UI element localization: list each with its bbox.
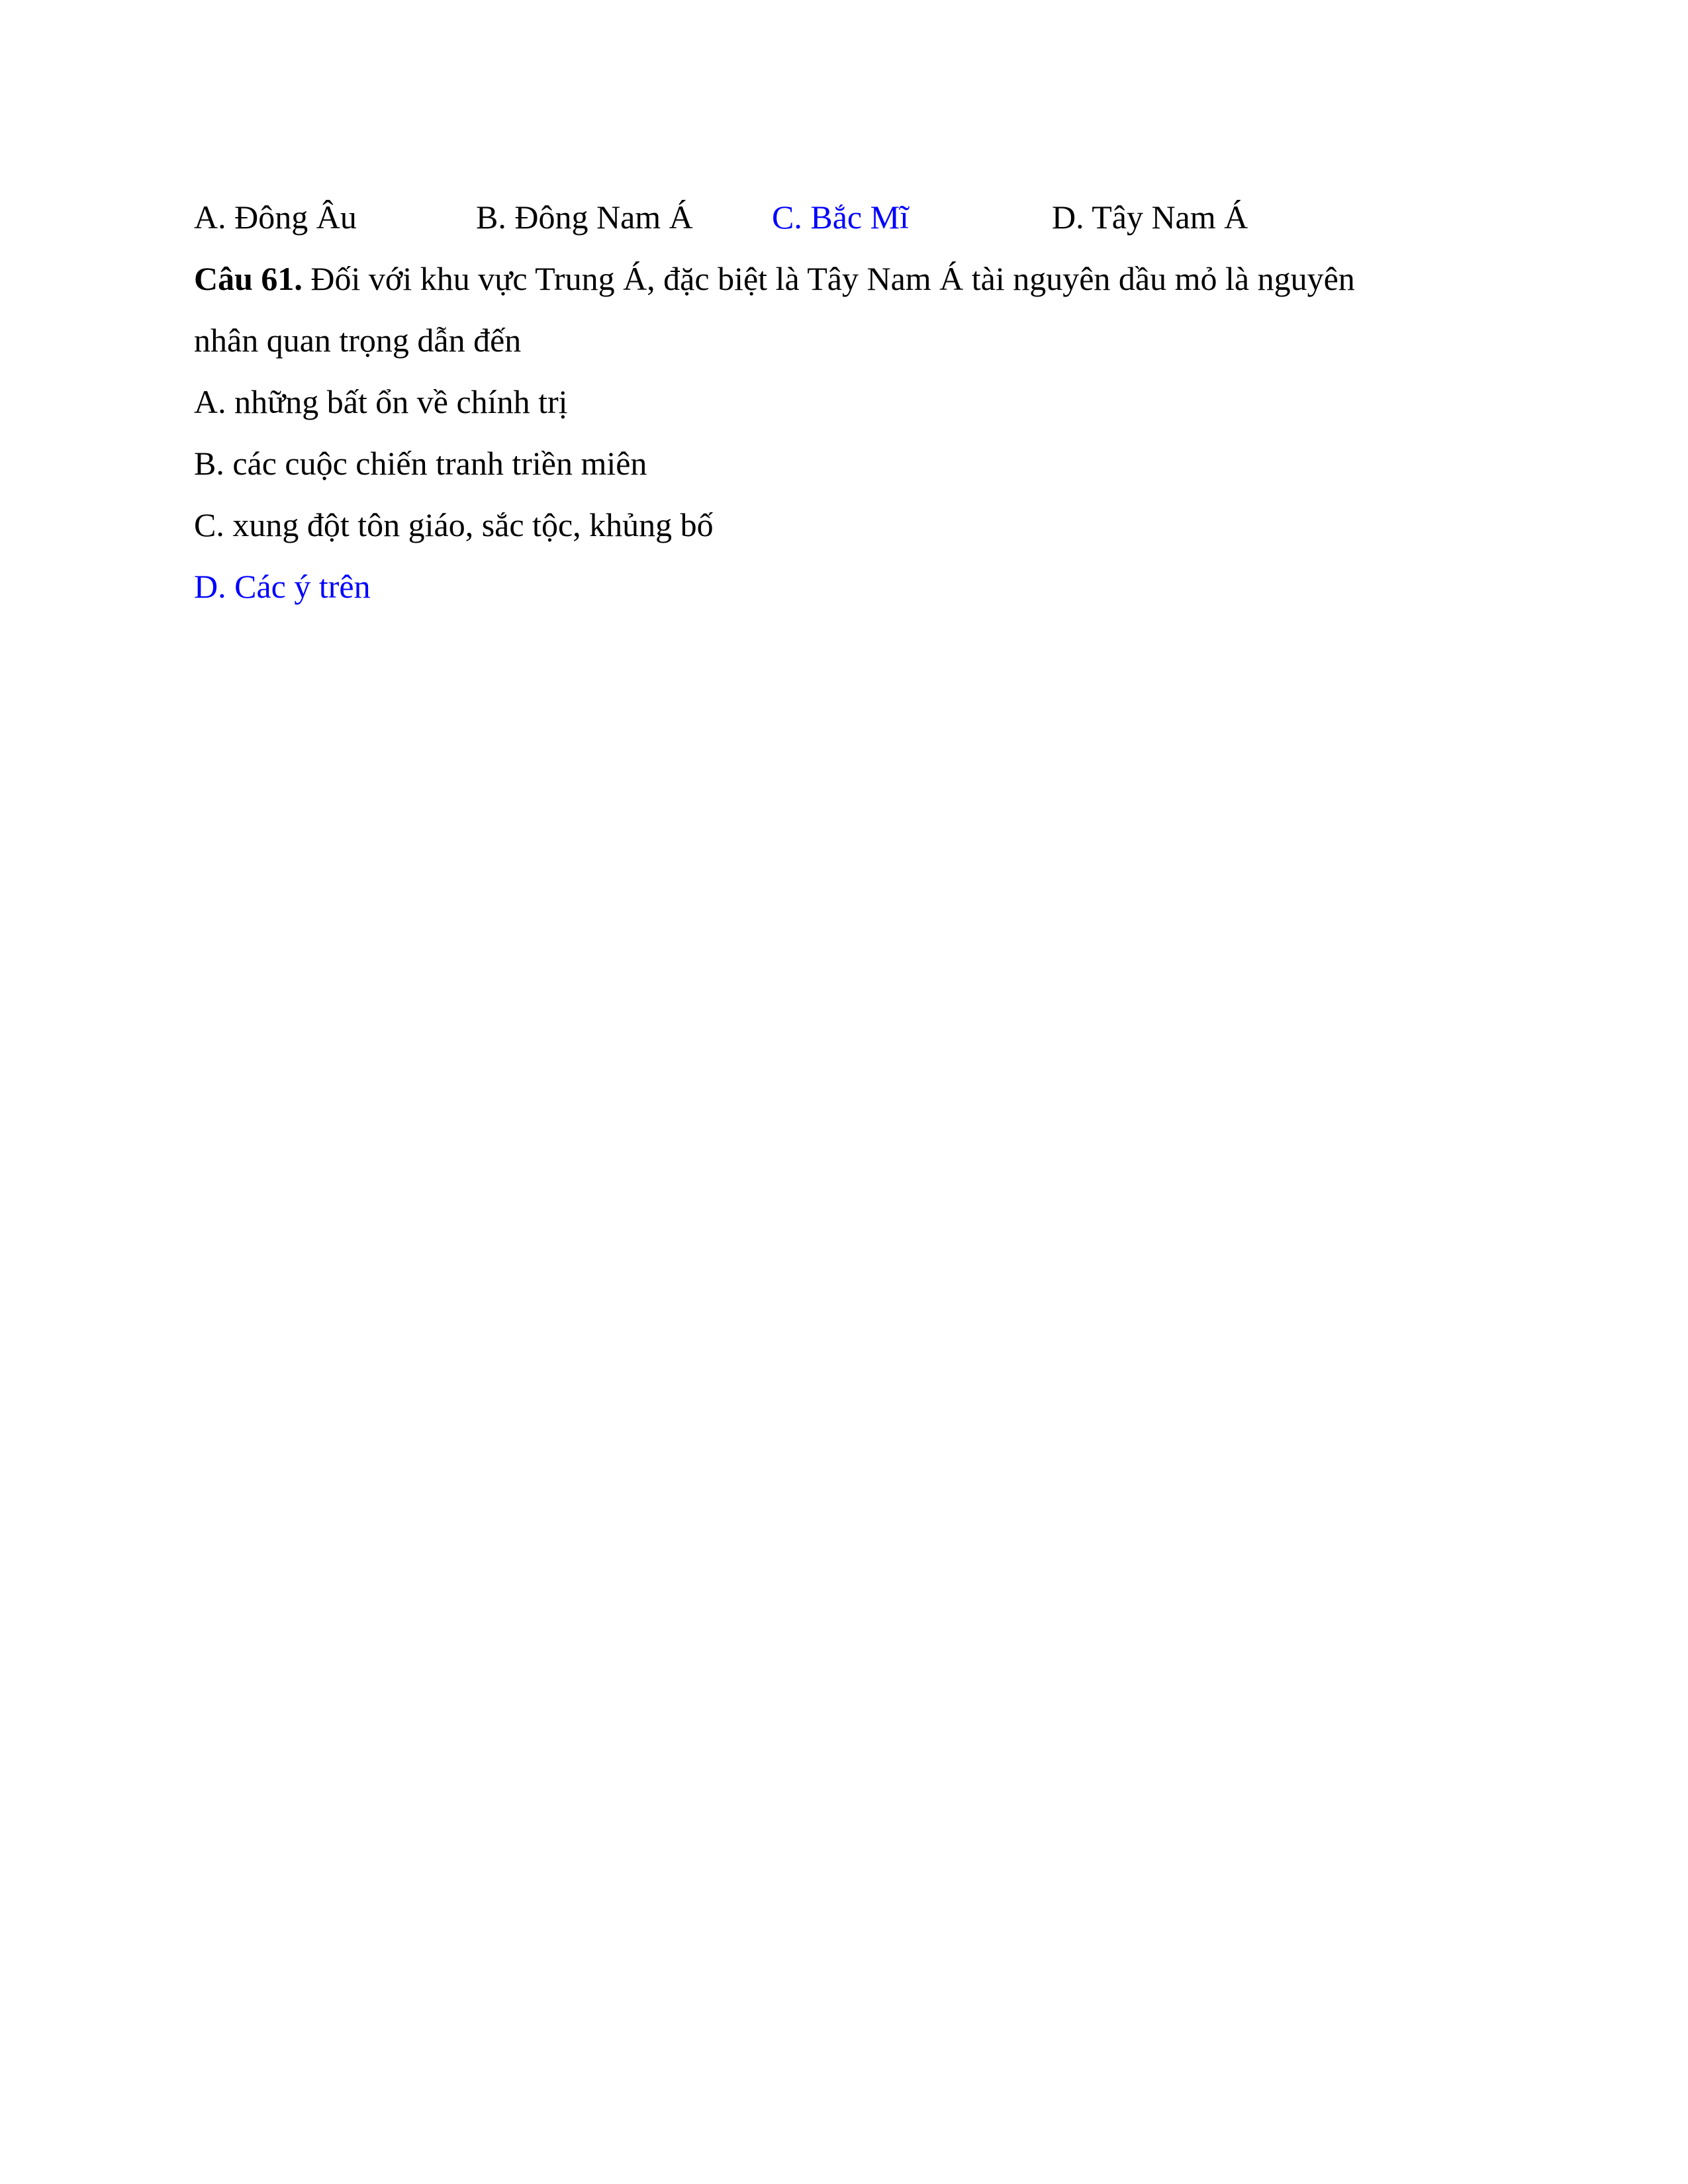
question-text-1: Đối với khu vực Trung Á, đặc biệt là Tây Nam Á tài nguyên dầu mỏ là nguyên	[302, 260, 1355, 297]
prev-option-a: A. Đông Âu	[194, 199, 357, 236]
document-content	[194, 187, 1505, 617]
question-text-2: nhân quan trọng dẫn đến	[194, 322, 522, 359]
question-stem-line-1	[194, 248, 1505, 310]
prev-question-options	[194, 187, 1505, 248]
option-d-correct: D. Các ý trên	[194, 568, 371, 605]
question-stem-line-2	[194, 310, 1505, 371]
prev-option-c-correct: C. Bắc Mĩ	[772, 199, 909, 236]
option-a: A. những bất ổn về chính trị	[194, 383, 568, 420]
prev-option-b: B. Đông Nam Á	[476, 199, 693, 236]
question-label: Câu 61.	[194, 260, 303, 297]
option-c: C. xung đột tôn giáo, sắc tộc, khủng bố	[194, 506, 714, 543]
prev-option-d: D. Tây Nam Á	[1052, 199, 1248, 236]
option-b: B. các cuộc chiến tranh triền miên	[194, 445, 647, 482]
